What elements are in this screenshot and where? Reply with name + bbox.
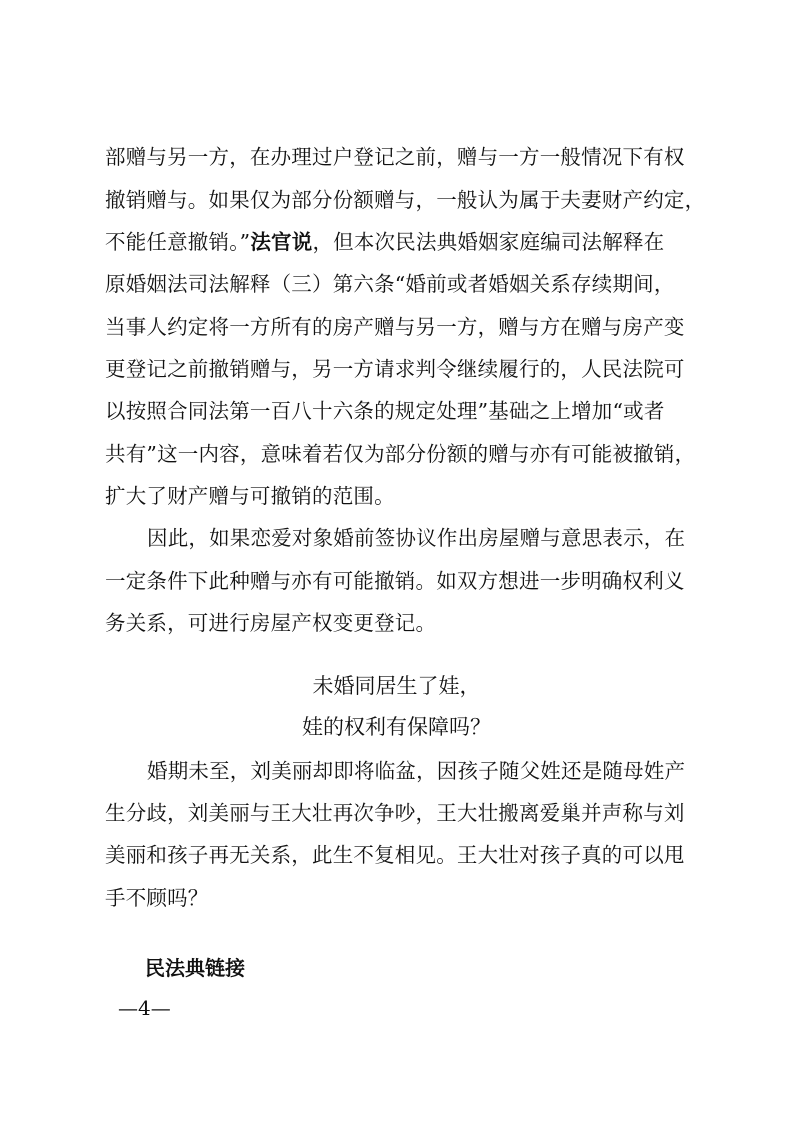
paragraph-1-line-3-text-after: ，但本次民法典婚姻家庭编司法解释在	[312, 230, 665, 254]
paragraph-1-line-4: 原婚姻法司法解释（三）第六条“婚前或者婚姻关系存续期间，	[105, 272, 675, 296]
paragraph-1-line-7: 以按照合同法第一百八十六条的规定处理”基础之上增加“或者	[105, 399, 665, 423]
section-title-line-1: 未婚同居生了娃，	[312, 674, 481, 698]
civil-code-link-heading: 民法典链接	[145, 956, 245, 980]
judge-says-label: 法官说	[250, 230, 313, 254]
paragraph-2-line-3: 务关系，可进行房屋产权变更登记。	[105, 611, 437, 635]
paragraph-1-line-9: 扩大了财产赠与可撤销的范围。	[105, 484, 395, 508]
paragraph-1-line-3-text-before: 不能任意撤销。”	[105, 230, 251, 254]
paragraph-3-line-2: 生分歧，刘美丽与王大壮再次争吵，王大壮搬离爱巢并声称与刘	[105, 801, 685, 825]
paragraph-3-line-1: 婚期未至，刘美丽却即将临盆，因孩子随父姓还是随母姓产	[147, 759, 686, 783]
paragraph-1-line-5: 当事人约定将一方所有的房产赠与另一方，赠与方在赠与房产变	[105, 315, 685, 339]
paragraph-1-line-1: 部赠与另一方，在办理过户登记之前，赠与一方一般情况下有权	[105, 145, 685, 169]
paragraph-1-line-6: 更登记之前撤销赠与，另一方请求判令继续履行的，人民法院可	[105, 357, 685, 381]
paragraph-1-line-3	[105, 228, 705, 256]
section-title-line-2: 娃的权利有保障吗？	[302, 715, 491, 739]
paragraph-1-line-2: 撤销赠与。如果仅为部分份额赠与，一般认为属于夫妻财产约定，	[105, 188, 706, 212]
paragraph-2-line-2: 一定条件下此种赠与亦有可能撤销。如双方想进一步明确权利义	[105, 569, 685, 593]
page-number: —4—	[118, 996, 171, 1020]
paragraph-1-line-8: 共有”这一内容，意味着若仅为部分份额的赠与亦有可能被撤销，	[105, 442, 696, 466]
paragraph-3-line-4: 手不顾吗？	[105, 886, 209, 910]
paragraph-3-line-3: 美丽和孩子再无关系，此生不复相见。王大壮对孩子真的可以甩	[105, 843, 685, 867]
paragraph-2-line-1: 因此，如果恋爱对象婚前签协议作出房屋赠与意思表示，在	[147, 526, 686, 550]
